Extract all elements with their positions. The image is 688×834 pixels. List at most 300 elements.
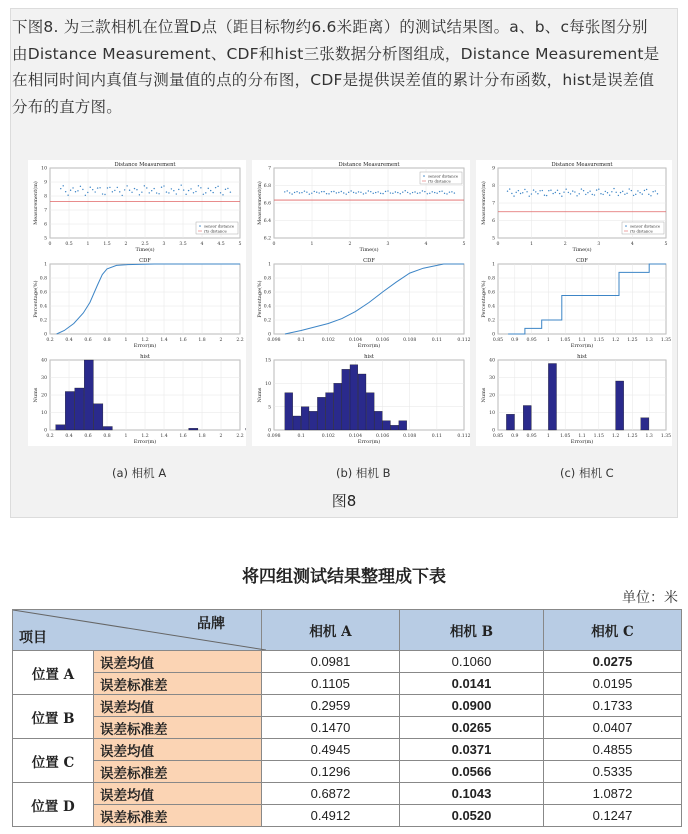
- x-tick-label: 0.8: [103, 434, 111, 439]
- y-tick-label: 15: [265, 358, 271, 364]
- measurement-point: [70, 190, 71, 191]
- hist-bar: [326, 393, 334, 430]
- table-cell: 0.4945: [262, 739, 400, 761]
- measurement-point: [655, 190, 656, 191]
- table-corner-header: [13, 610, 262, 651]
- measurement-point: [572, 190, 573, 191]
- x-tick-label: 0.4: [65, 338, 73, 343]
- x-tick-label: 1.3: [645, 434, 653, 439]
- y-axis-label: Measurement(m): [481, 181, 487, 225]
- measurement-point: [65, 191, 66, 192]
- x-tick-label: 4: [424, 242, 428, 247]
- x-axis-label: Error(m): [357, 343, 381, 349]
- measurement-point: [287, 190, 288, 191]
- measurement-point: [375, 192, 376, 193]
- column-header-camera-b: 相机 B: [400, 610, 544, 651]
- y-tick-label: 10: [41, 411, 47, 417]
- measurement-point: [355, 192, 356, 193]
- measurement-point: [652, 191, 653, 192]
- measurement-point: [539, 190, 540, 191]
- hist-bar: [103, 427, 112, 431]
- x-tick-label: 1.4: [160, 434, 168, 439]
- measurement-point: [568, 192, 569, 193]
- measurement-point: [139, 194, 140, 195]
- y-tick-label: 0: [268, 332, 271, 338]
- x-tick-label: 1.05: [560, 434, 571, 439]
- measurement-point: [230, 191, 231, 192]
- measurement-point: [559, 193, 560, 194]
- measurement-point: [409, 193, 410, 194]
- x-tick-label: 0.11: [431, 338, 442, 343]
- hist-bar: [334, 383, 342, 430]
- measurement-point: [136, 189, 137, 190]
- column-header-camera-c: 相机 C: [544, 610, 682, 651]
- table-row: [13, 739, 682, 761]
- hist-bar: [75, 388, 84, 430]
- y-axis-label: Percentage(%): [257, 280, 263, 318]
- x-tick-label: 1.2: [611, 338, 620, 343]
- measurement-point: [360, 192, 361, 193]
- measurement-point: [637, 190, 638, 191]
- measurement-point: [520, 193, 521, 194]
- x-tick-label: 0.108: [403, 338, 417, 343]
- measurement-point: [585, 194, 586, 195]
- measurement-point: [511, 193, 512, 194]
- x-tick-label: 0.106: [375, 434, 390, 439]
- y-tick-label: 20: [489, 393, 495, 399]
- measurement-point: [350, 190, 351, 191]
- measurement-point: [518, 190, 519, 191]
- y-tick-label: 0.8: [487, 276, 495, 282]
- measurement-point: [574, 191, 575, 192]
- measurement-point: [380, 193, 381, 194]
- measurement-point: [205, 192, 206, 193]
- x-tick-label: 1: [124, 338, 128, 343]
- x-tick-label: 1.35: [660, 434, 672, 439]
- diagonal-line: [13, 610, 266, 650]
- hist-bar: [285, 393, 293, 430]
- measurement-point: [341, 191, 342, 192]
- y-tick-label: 0.2: [487, 318, 495, 324]
- measurement-point: [181, 184, 182, 185]
- measurement-point: [583, 190, 584, 191]
- x-tick-label: 0.098: [267, 434, 281, 439]
- measurement-point: [328, 193, 329, 194]
- legend-marker-sensor: [423, 175, 425, 177]
- x-axis-label: Time(s): [359, 247, 379, 253]
- y-tick-label: 5: [492, 236, 495, 242]
- measurement-point: [149, 192, 150, 193]
- x-tick-label: 0.9: [511, 434, 519, 439]
- y-tick-label: 6.4: [263, 219, 271, 225]
- measurement-point: [650, 195, 651, 196]
- measurement-point: [576, 195, 577, 196]
- measurement-point: [311, 192, 312, 193]
- measurement-point: [581, 188, 582, 189]
- x-tick-label: 1: [310, 242, 314, 247]
- measurement-point: [544, 195, 545, 196]
- measurement-point: [592, 194, 593, 195]
- y-tick-label: 0: [268, 428, 271, 434]
- measurement-point: [422, 190, 423, 191]
- x-tick-label: 5: [664, 242, 668, 247]
- measurement-point: [85, 195, 86, 196]
- measurement-point: [200, 187, 201, 188]
- measurement-point: [555, 192, 556, 193]
- sub-caption-a: (a) 相机 A: [112, 466, 167, 480]
- measurement-point: [542, 190, 543, 191]
- measurement-point: [299, 192, 300, 193]
- table-cell: 0.0275: [544, 651, 682, 673]
- measurement-point: [561, 196, 562, 197]
- measurement-point: [516, 192, 517, 193]
- table-row: [13, 651, 682, 673]
- x-axis-label: Time(s): [572, 247, 592, 253]
- measurement-point: [358, 191, 359, 192]
- x-tick-label: 1.8: [198, 338, 206, 343]
- y-tick-label: 30: [489, 376, 495, 382]
- y-tick-label: 0: [492, 428, 495, 434]
- measurement-point: [370, 191, 371, 192]
- measurement-point: [134, 188, 135, 189]
- plot-title: CDF: [576, 258, 588, 264]
- measurement-point: [124, 189, 125, 190]
- measurement-point: [570, 193, 571, 194]
- measurement-point: [513, 195, 514, 196]
- measurement-point: [171, 188, 172, 189]
- measurement-point: [605, 191, 606, 192]
- x-tick-label: 5: [462, 242, 466, 247]
- measurement-point: [507, 190, 508, 191]
- measurement-point: [144, 185, 145, 186]
- x-tick-label: 0: [272, 242, 276, 247]
- measurement-point: [227, 188, 228, 189]
- measurement-point: [117, 187, 118, 188]
- x-tick-label: 1.8: [198, 434, 206, 439]
- measurement-point: [353, 192, 354, 193]
- measurement-point: [77, 190, 78, 191]
- y-tick-label: 9: [492, 166, 495, 172]
- measurement-point: [600, 193, 601, 194]
- x-tick-label: 1.5: [103, 242, 111, 247]
- measurement-point: [198, 185, 199, 186]
- x-tick-label: 1.6: [179, 434, 187, 439]
- measurement-point: [222, 194, 223, 195]
- legend-label-rts: rts distance: [630, 228, 653, 234]
- table-cell: 0.4912: [262, 805, 400, 827]
- x-tick-label: 0.4: [65, 434, 73, 439]
- measurement-point: [114, 190, 115, 191]
- measurement-point: [156, 192, 157, 193]
- measurement-point: [75, 191, 76, 192]
- x-tick-label: 1.35: [660, 338, 672, 343]
- x-axis-label: Error(m): [570, 343, 594, 349]
- y-tick-label: 6.2: [263, 236, 271, 242]
- legend-marker-sensor: [625, 225, 627, 227]
- column-header-camera-a: 相机 A: [262, 610, 400, 651]
- measurement-point: [309, 193, 310, 194]
- x-tick-label: 0.6: [84, 338, 92, 343]
- measurement-point: [424, 191, 425, 192]
- measurement-point: [314, 191, 315, 192]
- y-axis-label: Nums: [257, 387, 263, 403]
- y-tick-label: 10: [489, 411, 495, 417]
- y-axis-label: Measurement(m): [33, 181, 39, 225]
- figure-c-charts: [476, 160, 672, 446]
- measurement-point: [565, 188, 566, 189]
- measurement-point: [176, 193, 177, 194]
- plot-title: CDF: [139, 258, 151, 264]
- hist-bar: [56, 425, 65, 430]
- metric-label: 误差均值: [94, 783, 262, 805]
- x-tick-label: 0.2: [46, 434, 54, 439]
- measurement-point: [185, 194, 186, 195]
- measurement-point: [168, 192, 169, 193]
- table-cell: 0.4855: [544, 739, 682, 761]
- measurement-point: [390, 192, 391, 193]
- y-tick-label: 0.6: [487, 290, 495, 296]
- measurement-point: [397, 192, 398, 193]
- measurement-point: [304, 190, 305, 191]
- y-tick-label: 5: [44, 236, 47, 242]
- measurement-point: [648, 194, 649, 195]
- measurement-point: [131, 192, 132, 193]
- hist-bar: [94, 404, 103, 430]
- measurement-point: [579, 193, 580, 194]
- metric-label: 误差标准差: [94, 673, 262, 695]
- measurement-point: [112, 191, 113, 192]
- measurement-point: [414, 191, 415, 192]
- measurement-point: [622, 191, 623, 192]
- plot-title: CDF: [363, 258, 375, 264]
- measurement-point: [657, 193, 658, 194]
- y-tick-label: 0.8: [263, 276, 271, 282]
- y-tick-label: 10: [265, 381, 271, 387]
- y-tick-label: 8: [44, 194, 47, 200]
- measurement-point: [441, 190, 442, 191]
- corner-item-label: 项目: [19, 630, 47, 646]
- y-tick-label: 10: [41, 166, 47, 172]
- x-tick-label: 0.1: [297, 434, 305, 439]
- measurement-point: [151, 190, 152, 191]
- measurement-point: [217, 186, 218, 187]
- measurement-point: [589, 190, 590, 191]
- measurement-point: [436, 193, 437, 194]
- measurement-point: [99, 187, 100, 188]
- x-tick-label: 4: [200, 242, 204, 247]
- hist-bar: [317, 397, 325, 430]
- measurement-point: [210, 190, 211, 191]
- measurement-point: [633, 195, 634, 196]
- x-tick-label: 1.2: [141, 434, 149, 439]
- table-cell: 0.1105: [262, 673, 400, 695]
- measurement-point: [417, 193, 418, 194]
- measurement-point: [161, 187, 162, 188]
- x-axis-label: Error(m): [133, 343, 157, 349]
- measurement-point: [291, 193, 292, 194]
- measurement-point: [387, 190, 388, 191]
- measurement-point: [363, 193, 364, 194]
- measurement-point: [454, 192, 455, 193]
- hist-bar: [616, 381, 624, 430]
- x-tick-label: 3: [162, 242, 166, 247]
- table-cell: 0.1470: [262, 717, 400, 739]
- x-tick-label: 1.3: [645, 338, 653, 343]
- measurement-point: [402, 191, 403, 192]
- hist-bar: [383, 421, 391, 430]
- x-tick-label: 4.5: [217, 242, 225, 247]
- measurement-point: [405, 190, 406, 191]
- measurement-point: [432, 191, 433, 192]
- measurement-point: [97, 187, 98, 188]
- hist-bar: [342, 369, 350, 430]
- x-tick-label: 1.15: [593, 338, 604, 343]
- y-tick-label: 1: [268, 262, 271, 268]
- measurement-point: [178, 189, 179, 190]
- measurement-point: [382, 193, 383, 194]
- measurement-point: [215, 187, 216, 188]
- y-tick-label: 0.4: [263, 304, 271, 310]
- y-tick-label: 0.8: [39, 276, 47, 282]
- measurement-point: [611, 191, 612, 192]
- x-tick-label: 2: [219, 338, 223, 343]
- legend-marker-sensor: [199, 225, 201, 227]
- plot-title: hist: [140, 354, 150, 360]
- table-cell: 0.1043: [400, 783, 544, 805]
- measurement-point: [294, 192, 295, 193]
- measurement-point: [173, 190, 174, 191]
- x-tick-label: 0: [496, 242, 500, 247]
- y-axis-label: Measurement(m): [257, 181, 263, 225]
- y-tick-label: 7: [492, 201, 495, 207]
- measurement-point: [624, 194, 625, 195]
- measurement-point: [412, 192, 413, 193]
- y-tick-label: 0.4: [487, 304, 495, 310]
- measurement-point: [644, 190, 645, 191]
- x-tick-label: 0.106: [375, 338, 390, 343]
- y-tick-label: 1: [44, 262, 47, 268]
- y-tick-label: 7: [268, 166, 271, 172]
- hist-bar: [399, 421, 407, 430]
- table-title: 将四组测试结果整理成下表: [242, 567, 446, 587]
- table-row: [13, 783, 682, 805]
- x-tick-label: 0.85: [492, 338, 504, 343]
- measurement-point: [563, 191, 564, 192]
- hist-bar: [309, 411, 317, 430]
- x-tick-label: 1.25: [627, 434, 638, 439]
- position-label: 位置 C: [13, 739, 94, 783]
- hist-bar: [65, 392, 74, 431]
- x-tick-label: 0.95: [526, 338, 537, 343]
- y-tick-label: 0: [44, 428, 47, 434]
- hist-bar: [641, 418, 649, 430]
- measurement-point: [395, 191, 396, 192]
- measurement-point: [188, 190, 189, 191]
- y-tick-label: 1: [492, 262, 495, 268]
- y-axis-label: Percentage(%): [481, 280, 487, 318]
- x-tick-label: 0.112: [457, 434, 470, 439]
- table-cell: 0.0141: [400, 673, 544, 695]
- x-axis-label: Error(m): [570, 439, 594, 445]
- x-tick-label: 3.5: [179, 242, 187, 247]
- x-tick-label: 3: [386, 242, 390, 247]
- hist-bar: [301, 407, 309, 430]
- x-tick-label: 2.2: [236, 338, 244, 343]
- measurement-point: [429, 193, 430, 194]
- x-tick-label: 0.102: [321, 338, 335, 343]
- measurement-point: [72, 187, 73, 188]
- x-tick-label: 2: [348, 242, 352, 247]
- measurement-point: [392, 193, 393, 194]
- position-label: 位置 D: [13, 783, 94, 827]
- hist-bar: [358, 374, 366, 430]
- measurement-point: [122, 195, 123, 196]
- measurement-point: [220, 192, 221, 193]
- measurement-point: [158, 193, 159, 194]
- table-cell: 0.1247: [544, 805, 682, 827]
- x-tick-label: 2.5: [141, 242, 149, 247]
- y-tick-label: 0.2: [263, 318, 271, 324]
- measurement-point: [446, 193, 447, 194]
- measurement-point: [368, 190, 369, 191]
- measurement-point: [587, 192, 588, 193]
- measurement-point: [102, 193, 103, 194]
- x-tick-label: 3: [597, 242, 601, 247]
- hist-bar: [523, 406, 531, 431]
- measurement-point: [94, 191, 95, 192]
- y-tick-label: 6.8: [263, 184, 271, 190]
- measurement-point: [594, 194, 595, 195]
- plot-title: hist: [577, 354, 587, 360]
- measurement-point: [434, 192, 435, 193]
- table-row: [13, 805, 682, 827]
- legend-label-sensor: sensor distance: [204, 223, 235, 229]
- position-label: 位置 A: [13, 651, 94, 695]
- figure-b-charts: [252, 160, 470, 446]
- plot-title: Distance Measurement: [114, 162, 176, 168]
- x-tick-label: 0.104: [348, 434, 363, 439]
- table-cell: 0.1733: [544, 695, 682, 717]
- table-unit: 单位：米: [622, 590, 678, 606]
- measurement-point: [607, 192, 608, 193]
- measurement-point: [346, 193, 347, 194]
- figure-c: [476, 160, 672, 446]
- measurement-point: [635, 194, 636, 195]
- measurement-point: [348, 192, 349, 193]
- x-tick-label: 0: [48, 242, 52, 247]
- y-tick-label: 0.6: [39, 290, 47, 296]
- measurement-point: [67, 195, 68, 196]
- metric-label: 误差标准差: [94, 805, 262, 827]
- measurement-point: [331, 191, 332, 192]
- x-tick-label: 0.112: [457, 338, 470, 343]
- table-cell: 0.0566: [400, 761, 544, 783]
- measurement-point: [166, 191, 167, 192]
- measurement-point: [535, 191, 536, 192]
- table-row: [13, 761, 682, 783]
- measurement-point: [289, 192, 290, 193]
- table-body: [13, 651, 682, 827]
- y-tick-label: 6: [44, 222, 47, 228]
- metric-label: 误差标准差: [94, 761, 262, 783]
- measurement-point: [609, 195, 610, 196]
- measurement-point: [318, 192, 319, 193]
- measurement-point: [107, 187, 108, 188]
- measurement-point: [203, 194, 204, 195]
- measurement-point: [529, 196, 530, 197]
- plot-frame: [274, 264, 464, 334]
- x-tick-label: 0.85: [492, 434, 504, 439]
